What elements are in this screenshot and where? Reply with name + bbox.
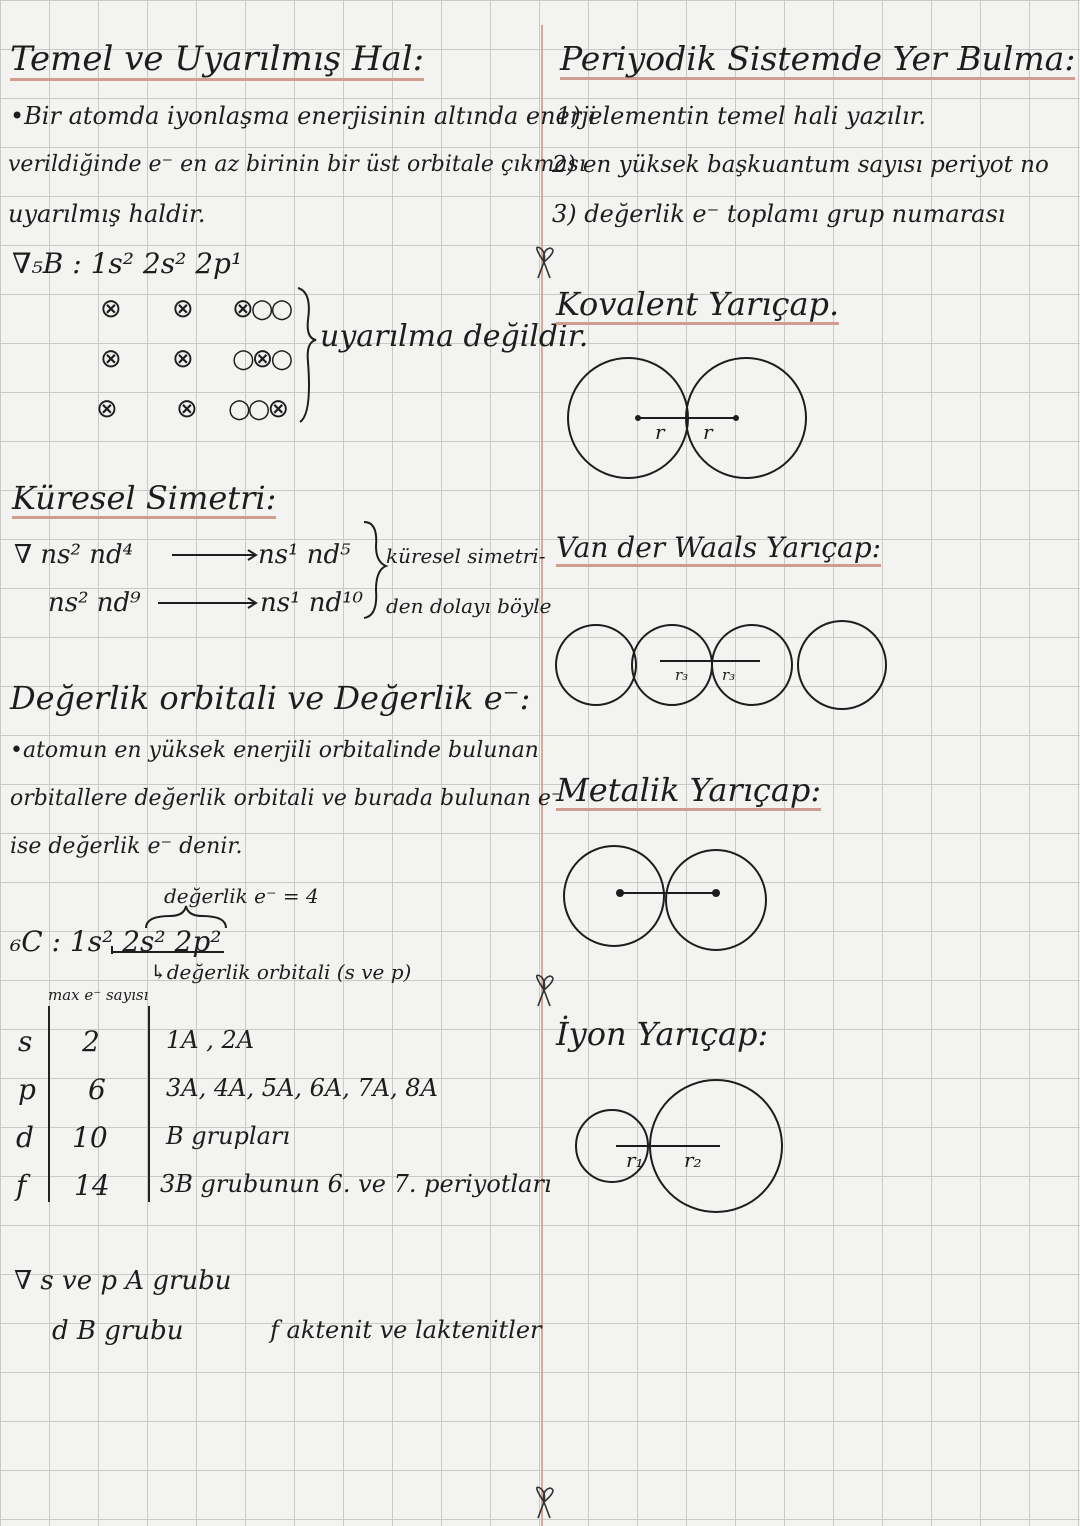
table-groups: 1A , 2A (166, 1026, 255, 1054)
valence-count-note: değerlik e⁻ = 4 (164, 884, 319, 908)
degerlik-line-1: •atomun en yüksek enerjili orbitalinde bulunan (10, 738, 539, 763)
carbon-config: ₆C : 1s² 2s² 2p² (10, 925, 222, 958)
kuresel-row2-right: ns¹ nd¹⁰ (260, 588, 364, 618)
table-header: max e⁻ sayısı (48, 986, 149, 1004)
vdw-circle-1 (556, 625, 636, 705)
ribbon-icons (537, 247, 553, 1518)
metalik-title: Metalik Yarıçap: (556, 771, 822, 809)
ribbon-icon (537, 247, 553, 278)
table-max: 14 (74, 1169, 110, 1202)
temel-line-1: •Bir atomda iyonlaşma enerjisinin altında enerji (10, 102, 597, 130)
vdw-circle-4 (798, 621, 886, 709)
kovalent-title: Kovalent Yarıçap. (556, 285, 840, 323)
uyarilma-note: uyarılma değildir. (320, 319, 589, 354)
vdw-circle-2 (632, 625, 712, 705)
orbital-2s-row3: ⊗ (176, 394, 198, 424)
table-max: 6 (88, 1073, 106, 1106)
periyodik-step-2: 2) en yüksek başkuantum sayısı periyot no (552, 152, 1049, 178)
orbital-1s-row2: ⊗ (100, 344, 122, 374)
orbital-2s-row2: ⊗ (172, 344, 194, 374)
orbital-2s-row1: ⊗ (172, 294, 194, 324)
table-groups: 3B grubunun 6. ve 7. periyotları (160, 1170, 552, 1198)
table-groups: 3A, 4A, 5A, 6A, 7A, 8A (166, 1074, 438, 1102)
vdw-circle-3 (712, 625, 792, 705)
periyodik-title: Periyodik Sistemde Yer Bulma: (560, 39, 1076, 78)
orbital-2p-row1: ⊗○○ (232, 294, 291, 324)
boron-config: ∇₅B : 1s² 2s² 2p¹ (12, 247, 243, 280)
temel-line-2: verildiğinde e⁻ en az birinin bir üst orbitale çıkması (8, 152, 586, 177)
table-orbital: s (18, 1025, 33, 1058)
metalik-circle-right (666, 850, 766, 950)
ribbon-icon (537, 975, 553, 1006)
kuresel-note-2: den dolayı böyle (386, 594, 552, 618)
table-orbital: d (16, 1121, 34, 1154)
kuresel-row1-left: ∇ ns² nd⁴ (14, 540, 134, 570)
ion-radius-label-1: r₁ (626, 1148, 644, 1172)
kuresel-brace (364, 522, 386, 618)
orbital-1s-row1: ⊗ (100, 294, 122, 324)
periyodik-step-3: 3) değerlik e⁻ toplamı grup numarası (552, 200, 1006, 228)
kuresel-title: Küresel Simetri: (12, 479, 277, 517)
vdw-radius-label-1: r₃ (675, 666, 689, 684)
kuresel-row2-left: ns² nd⁹ (48, 588, 141, 618)
ion-radius-label-2: r₂ (684, 1148, 702, 1172)
table-orbital: p (18, 1073, 36, 1106)
carbon-brace (146, 906, 226, 928)
periyodik-step-1: 1) elementin temel hali yazılır. (556, 102, 927, 130)
metalik-circle-left (564, 846, 664, 946)
orbital-2p-row3: ○○⊗ (228, 394, 287, 424)
vdw-radius-label-2: r₃ (722, 666, 736, 684)
summary-f-group: f aktenit ve laktenitler (270, 1316, 542, 1344)
kovalent-radius-label-1: r (655, 420, 665, 444)
degerlik-line-2: orbitallere değerlik orbitali ve burada bulunan e⁻ (10, 786, 563, 811)
iyon-title: İyon Yarıçap: (556, 1015, 769, 1053)
table-groups: B grupları (166, 1122, 291, 1150)
table-orbital: f (16, 1169, 27, 1202)
temel-line-3: uyarılmış haldir. (8, 200, 206, 228)
ribbon-icon (537, 1487, 553, 1518)
kuresel-note-1: küresel simetri- (386, 544, 546, 568)
valence-orbital-note: ↳değerlik orbitali (s ve p) (150, 960, 412, 984)
summary-b-group: d B grubu (52, 1316, 184, 1346)
temel-title: Temel ve Uyarılmış Hal: (10, 39, 425, 79)
table-max: 2 (82, 1025, 100, 1058)
table-max: 10 (72, 1121, 108, 1154)
kuresel-row1-right: ns¹ nd⁵ (258, 540, 351, 570)
kovalent-radius-label-2: r (703, 420, 713, 444)
orbital-1s-row3: ⊗ (96, 394, 118, 424)
degerlik-line-3: ise değerlik e⁻ denir. (10, 834, 243, 859)
summary-a-group: ∇ s ve p A grubu (14, 1266, 232, 1296)
degerlik-title: Değerlik orbitali ve Değerlik e⁻: (10, 679, 531, 717)
orbital-2p-row2: ○⊗○ (232, 344, 291, 374)
uyarilma-brace (298, 288, 316, 422)
vanderwaals-title: Van der Waals Yarıçap: (556, 534, 881, 567)
